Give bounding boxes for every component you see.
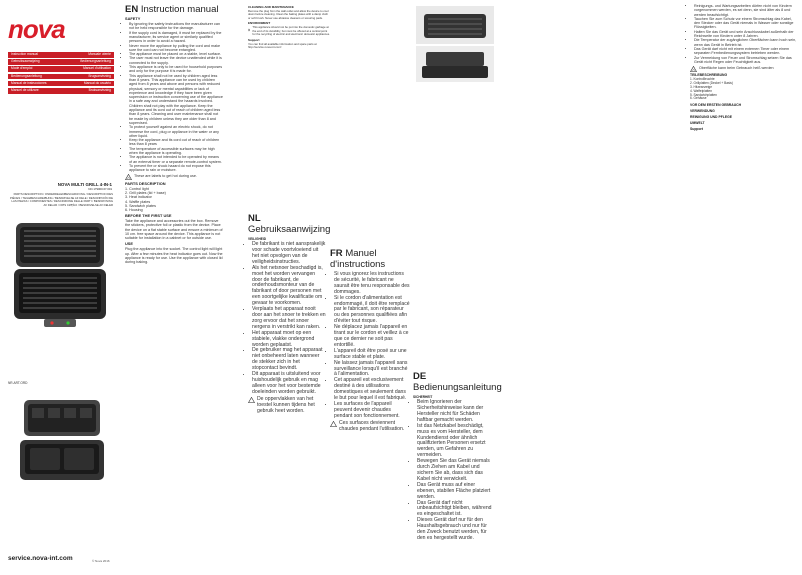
list-item: • Als het netsnoer beschadigd is, moet het worden vervangen door de fabrikant, de onderhoudsmonteur van de fabrikant of door personen met een soortgelijke kwalificatie om gevaar te voorkomen. (252, 266, 326, 307)
list-item: • By ignoring the safety instructions the manufacturer can not be held responsible for the damage. (129, 22, 223, 31)
de-safety-list-2 (690, 4, 798, 64)
language-tabs (8, 52, 114, 95)
list-item: • Ne déplacez jamais l'appareil en tirant sur le cordon et veillez à ce que ce dernier ne soit pas entortillé. (334, 325, 410, 349)
list-item: • The appliance is not intended to be operated by means of an external timer or a separate remote-control system. (129, 155, 223, 164)
fr-hot-surface-note: Ces surfaces deviennent chaudes pendant l'utilisation. (330, 421, 410, 433)
de-parts-list (690, 78, 798, 101)
nl-safety-title: VEILIGHEID (248, 237, 267, 241)
list-item: • This appliance shall not be used by children aged less than 8 years. This appliance can be used by children aged from 8 years and above and persons with reduced physical, sensory or mental capabilities or lack of experience and knowledge if they have been given supervision or instruction concerning use of the appliance in a safe way and understand the hazards involved. Children shall not play with the appliance. Keep the appliance and its cord out of reach of children aged less than 8 years. Cleaning and user maintenance shall not be made by children unless they are older than 8 and supervised. (129, 74, 223, 126)
en-before-title: BEFORE THE FIRST USE (125, 212, 172, 218)
nova-logo: nova (8, 14, 65, 44)
product-photo-open (416, 46, 494, 82)
language-tab[interactable]: Instruction manual Manuale utente (8, 52, 114, 58)
en-heading: EN Instruction manual (125, 4, 219, 15)
de-parts-title: TEILEBESCHREIBUNG (690, 73, 728, 78)
list-item: • Zur Vermeidung von Feuer und Stromschlag setzen Sie das Gerät nicht Regen oder Feuchtigkeit aus. (694, 56, 798, 65)
list-item: • Keep the appliance and its cord out of reach of children less than 8 years (129, 138, 223, 147)
en-before-text: Take the appliance and accessories out the box. Remove the stickers, protective foil or plastic from the device. Place the device on a flat stable surface and ensure a minimum of 10 cm. free space around the device. This appliance is not suitable for installation in a cabinet or for outside use. (125, 219, 223, 241)
list-item: • Dieses Gerät darf nur für den Haushaltsgebrauch und nur für den Zweck benutzt werden, für den es hergestellt wurde. (417, 518, 493, 542)
list-item: 1. Kontrollleuchte (690, 77, 715, 82)
nl-safety-list (248, 242, 326, 396)
grill-image (10, 215, 110, 340)
product-title: NOVA MULTI GRILL 4-IN-1 NO.179000.07.001 (57, 182, 112, 191)
list-item: • The user must not leave the device unattended while it is connected to the supply. (129, 56, 223, 65)
de-before-title: VOR DEM ERSTEN GEBRAUCH (690, 102, 742, 107)
article-number: NR.ART.ORD (8, 381, 28, 385)
en-column (125, 4, 223, 266)
list-item: 5. Sandwich plates (125, 203, 156, 208)
fr-heading: FR Manuel d'instructions (330, 248, 386, 270)
list-item: 2. Grillplatten (Deckel + Basis) (690, 81, 733, 86)
de-hot-surface-note: Oberfläche kann beim Gebrauch heiß werden (690, 66, 798, 72)
list-item: • Si vous ignorez les instructions de sécurité, le fabricant ne saurait être tenu responsable des dommages. (334, 272, 410, 296)
de-env-title: UMWELT (690, 120, 705, 125)
en-column-2 (248, 4, 330, 52)
list-item: • Never move the appliance by pulling the cord and make sure the cord can not become entangled. (129, 44, 223, 53)
de-column (413, 371, 502, 543)
list-item: 3. Hitzeanzeige (690, 84, 712, 89)
hot-surface-icon (248, 397, 255, 403)
en-care-title: CLEANING AND MAINTENANCE (248, 4, 294, 9)
nl-heading: NL Gebruiksaanwijzing (248, 213, 331, 235)
fr-column (330, 248, 410, 433)
language-tab[interactable]: Mode d'emploi Manuel d'utilisation (8, 66, 114, 72)
list-item: • Cet appareil est exclusivement destiné à des utilisations domestiques et seulement dans le but pour lequel il est fabriqué. (334, 378, 410, 402)
nl-hot-surface-note: De oppervlakken van het toestel kunnen tijdens het gebruik heet worden. (248, 397, 326, 415)
list-item: • Bewegen Sie das Gerät niemals durch Ziehen am Kabel und sichern Sie ab, dass sich das Kabel nicht verwickelt. (417, 459, 493, 483)
list-item: • Die Temperatur der zugänglichen Oberflächen kann hoch sein, wenn das Gerät in Betrieb ist. (694, 38, 798, 47)
list-item: • Ist das Netzkabel beschädigt, muss es vom Hersteller, dem Kundendienst oder ähnlich qualifizierten Personen ersetzt werden, um Gefahren zu vermeiden. (417, 424, 493, 459)
de-support-title: Support (690, 127, 703, 131)
list-item: • This appliance is only to be used for household purposes and only for the purpose it is made for. (129, 65, 223, 74)
list-item: • The temperature of accessible surfaces may be high when the appliance is operating. (129, 147, 223, 156)
list-item: • Ne laissez jamais l'appareil sans surveillance lorsqu'il est branché à l'alimentation. (334, 361, 410, 379)
wheelie-bin-icon (248, 26, 250, 34)
fr-safety-list (330, 272, 410, 420)
list-item: • Dit apparaat is uitsluitend voor huishoudelijk gebruik en mag alleen voor het voor bestemde doeleinden worden gebruikt. (252, 372, 326, 396)
list-item: 1. Control light (125, 186, 149, 191)
de-care-title: REINIGUNG UND PFLEGE (690, 114, 733, 119)
hot-surface-icon (690, 66, 697, 72)
list-item: • Beim Ignorieren der Sicherheitshinweise kann der Hersteller nicht für Schäden haftbar gemacht werden. (417, 400, 493, 424)
list-item: • If the supply cord is damaged, it must be replaced by the manufacturer, its service agent or similarly qualified persons in order to avoid a hazard. (129, 31, 223, 44)
list-item: • Tauchen Sie zum Schutz vor einem Stromschlag das Kabel, den Stecker oder das Gerät niemals in Wasser oder sonstige Flüssigkeiten. (694, 17, 798, 30)
de-safety-title: SICHERHEIT (413, 395, 433, 399)
list-item: • Les surfaces de l'appareil peuvent devenir chaudes pendant son fonctionnement. (334, 402, 410, 420)
grill-open-image (12, 390, 112, 490)
list-item: 2. Grill plates (lid + base) (125, 190, 166, 195)
nl-column (248, 213, 331, 415)
recycle-note: This appliance should not be put into the domestic garbage at the end of its durability, but must be offered at a central point for the recycling of electric and electronic domestic appliances. (248, 26, 330, 37)
copyright: © Nova 2016 (92, 559, 110, 563)
en-parts-title: PARTS DESCRIPTION (125, 180, 166, 186)
list-item: • To prevent fire or shock hazard do not expose this appliance to rain or moisture. (129, 164, 223, 173)
service-url[interactable]: service.nova-int.com (8, 555, 73, 562)
en-env-title: ENVIRONMENT (248, 21, 271, 26)
language-tab[interactable]: Bedienungsanleitung Brugsanvisning (8, 74, 114, 80)
en-safety-list (125, 22, 223, 172)
en-safety-title: SAFETY (125, 16, 141, 21)
list-item: • Verplaats het apparaat nooit door aan het snoer te trekken en zorg ervoor dat het snoer nergens in verstrikt kan raken. (252, 307, 326, 331)
en-use-text: Plug the appliance into the socket. The control light will light up. After a few minutes the heat indicator goes out. Now the appliance is ready for use. Use the appliance with closed lid during baking. (125, 247, 223, 265)
en-support-title: Support (248, 37, 260, 42)
list-item: 4. Waffle plates (125, 199, 151, 204)
product-photo-grill (416, 6, 494, 44)
de-safety-list (413, 400, 493, 542)
list-item: • De fabrikant is niet aansprakelijk voor schade voortvloeiend uit het niet opvolgen van de veiligheidsinstructies. (252, 242, 326, 266)
list-item: • L'appareil doit être posé sur une surface stable et plate. (334, 349, 410, 361)
language-tab[interactable]: Manuel de utilizare Bruksanvisning (8, 88, 114, 94)
list-item: • Das Gerät darf nicht mit einem externen Timer oder einem separaten Fernbedienungssystem betrieben werden. (694, 47, 798, 56)
en-parts-list (125, 187, 223, 213)
list-item: • Si le cordon d'alimentation est endommagé, il doit être remplacé par le fabricant, son réparateur ou des personnes qualifiées afin d'éviter tout risque. (334, 296, 410, 326)
list-item: 6. Housing (125, 208, 143, 213)
hot-surface-icon (125, 174, 132, 180)
hot-surface-note: These are labels to get hot during use. (125, 174, 223, 180)
de-column-2 (690, 4, 798, 132)
list-item: • Reinigungs- und Wartungsarbeiten dürfen nicht von Kindern vorgenommen werden, es sei denn, sie sind älter als 8 und werden beaufsichtigt. (694, 4, 798, 17)
list-item: 4. Waffelplatten (690, 88, 712, 93)
list-item: • Das Gerät muss auf einer ebenen, stabilen Fläche platziert werden. (417, 483, 493, 501)
en-support-text: You can find all available information and spare parts at http://service.nova-int.com! (248, 41, 317, 50)
list-item: • De gebruiker mag het apparaat niet onbeheerd laten wanneer de stekker zich in het stopcontact bevindt. (252, 348, 326, 372)
list-item: • Halten Sie das Gerät und sein Anschlusskabel außerhalb der Reichweite von Kindern unter 8 Jahren. (694, 30, 798, 39)
language-tab[interactable]: Gebruiksaanwijzing Bedienungsanleitung (8, 59, 114, 65)
list-item: • Das Gerät darf nicht unbeaufsichtigt bleiben, während es eingeschaltet ist. (417, 501, 493, 519)
en-use-title: USE (125, 241, 133, 247)
list-item: 5. Sandwichplatten (690, 92, 717, 97)
list-item: 6. Gehäuse (690, 96, 707, 101)
list-item: • To protect yourself against an electric shock, do not immerse the cord, plug or appliance in the water or any other liquid. (129, 125, 223, 138)
en-care-text: Remove the plug from the wall outlet and allow the device to cool down before cleaning. Clean the baking plates with a damp cloth or soft brush. Never use abrasive cleaners or scouring pads. (248, 8, 329, 20)
cover-panel (0, 0, 117, 575)
list-item: • The appliance must be placed on a stable, level surface. (129, 52, 223, 56)
hot-surface-icon (330, 421, 337, 427)
list-item: 3. Heat indicator (125, 195, 152, 200)
list-item: • Het apparaat moet op een stabiele, vlakke ondergrond worden geplaatst. (252, 331, 326, 349)
de-use-title: VERWENDUNG (690, 108, 715, 113)
language-tab[interactable]: Manual de instrucciones Manual do usuário (8, 81, 114, 87)
de-heading: DE Bedienungsanleitung (413, 371, 502, 393)
part-codes: PARTS DESCRIPTION / ONDERDELENBESCHRIJVING / DESCRIPTION DES PIÈCES / TEILEBESCHREIBUNG / BESKRIVELSE AF DELE / DESCRIPCIÓN DE LAS PIEZAS / COMPONENTES / DESCRIZIONE DELLE PARTI / BESKRIVNING AV DELAR / OPIS CZĘŚCI / BESKRIVELSE AV DELER (10, 192, 113, 207)
